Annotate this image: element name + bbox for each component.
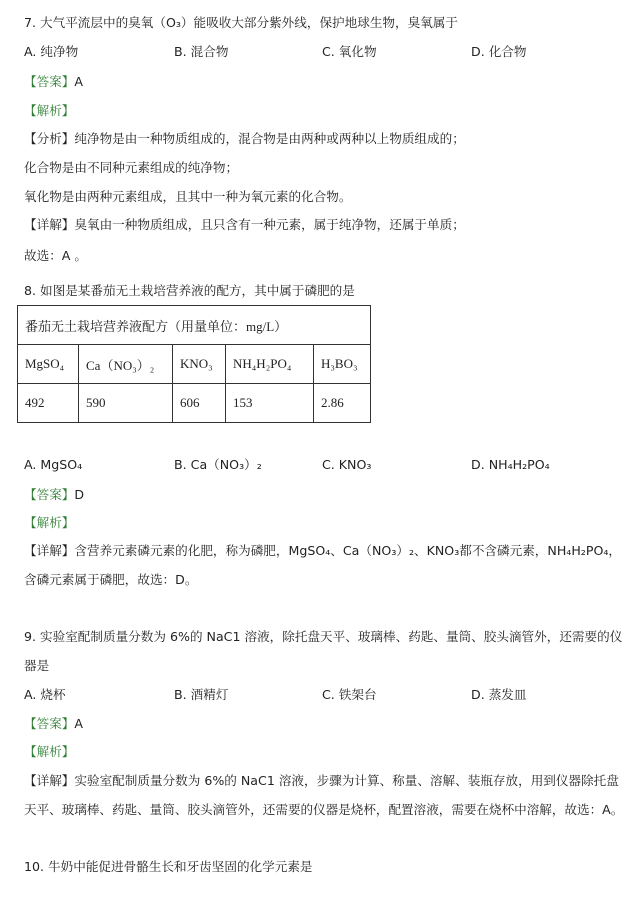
q9-answer <box>24 716 83 732</box>
xiangjie-text: 实验室配制质量分数为 6%的 NaC1 溶液，步骤为计算、称量、溶解、装瓶存放，用到仪器除托盘 <box>74 773 619 788</box>
table-cell: 606 <box>173 384 226 423</box>
answer-value: A <box>74 716 83 731</box>
q8-analysis-tag: 【解析】 <box>24 515 75 530</box>
answer-tag: 【答案】 <box>24 716 75 731</box>
table-cell: 153 <box>226 384 314 423</box>
q7-conclusion: 故选：A 。 <box>24 248 87 263</box>
fenxi-tag: 【分析】 <box>24 131 75 146</box>
q8-stem: 8. 如图是某番茄无土栽培营养液的配方，其中属于磷肥的是 <box>24 283 355 298</box>
q9-option-a[interactable]: A. 烧杯 <box>24 687 66 702</box>
q8-option-d[interactable]: D. NH₄H₂PO₄ <box>471 457 550 472</box>
table-cell: 492 <box>18 384 79 423</box>
xiangjie-tag: 【详解】 <box>24 773 75 788</box>
q8-options <box>24 457 624 473</box>
q9-option-d[interactable]: D. 蒸发皿 <box>471 687 527 702</box>
q9-options <box>24 687 624 703</box>
xiangjie-text: 臭氧由一种物质组成，且只含有一种元素，属于纯净物，还属于单质； <box>74 217 465 232</box>
q9-analysis-tag: 【解析】 <box>24 744 75 759</box>
q7-fenxi-line3: 氧化物是由两种元素组成，且其中一种为氧元素的化合物。 <box>24 189 352 204</box>
table-header-cell: Ca（NO₃）₂ <box>79 345 173 384</box>
q7-options <box>24 44 624 60</box>
answer-tag: 【答案】 <box>24 487 75 502</box>
q7-answer <box>24 74 83 90</box>
q7-option-c[interactable]: C. 氧化物 <box>322 44 377 59</box>
table-header-cell: KNO₃ <box>173 345 226 384</box>
table-header-cell: MgSO₄ <box>18 345 79 384</box>
q7-fenxi-line2: 化合物是由不同种元素组成的纯净物； <box>24 160 239 175</box>
q8-xiangjie <box>24 543 621 559</box>
q9-stem-line2: 器是 <box>24 658 50 673</box>
q8-recipe-table <box>17 305 371 423</box>
q7-option-a[interactable]: A. 纯净物 <box>24 44 79 59</box>
q7-option-d[interactable]: D. 化合物 <box>471 44 527 59</box>
q7-stem: 7. 大气平流层中的臭氧（O₃）能吸收大部分紫外线，保护地球生物，臭氧属于 <box>24 15 458 30</box>
table-cell: 590 <box>79 384 173 423</box>
answer-value: D <box>74 487 85 502</box>
xiangjie-tag: 【详解】 <box>24 217 75 232</box>
q9-option-c[interactable]: C. 铁架台 <box>322 687 377 702</box>
q8-xiangjie-line2: 含磷元素属于磷肥，故选：D。 <box>24 572 198 587</box>
xiangjie-tag: 【详解】 <box>24 543 75 558</box>
q9-option-b[interactable]: B. 酒精灯 <box>174 687 229 702</box>
q8-option-b[interactable]: B. Ca（NO₃）₂ <box>174 457 262 472</box>
q8-option-c[interactable]: C. KNO₃ <box>322 457 372 472</box>
q7-xiangjie <box>24 217 465 233</box>
answer-value: A <box>74 74 83 89</box>
table-caption: 番茄无土栽培营养液配方（用量单位：mg/L） <box>18 306 371 345</box>
q8-answer <box>24 487 84 503</box>
q7-analysis-tag: 【解析】 <box>24 103 75 118</box>
fenxi-text: 纯净物是由一种物质组成的，混合物是由两种或两种以上物质组成的； <box>74 131 465 146</box>
answer-tag: 【答案】 <box>24 74 75 89</box>
table-cell: 2.86 <box>314 384 371 423</box>
xiangjie-text: 含营养元素磷元素的化肥，称为磷肥，MgSO₄、Ca（NO₃）₂、KNO₃都不含磷元素，NH₄H₂PO₄， <box>74 543 622 558</box>
q9-xiangjie <box>24 773 619 789</box>
q9-stem: 9. 实验室配制质量分数为 6%的 NaC1 溶液，除托盘天平、玻璃棒、药匙、量筒、胶头滴管外，还需要的仪 <box>24 629 623 644</box>
table-header-cell: H₃BO₃ <box>314 345 371 384</box>
q7-option-b[interactable]: B. 混合物 <box>174 44 229 59</box>
table-header-cell: NH₄H₂PO₄ <box>226 345 314 384</box>
q7-fenxi <box>24 131 465 147</box>
q10-stem: 10. 牛奶中能促进骨骼生长和牙齿坚固的化学元素是 <box>24 859 313 874</box>
q8-option-a[interactable]: A. MgSO₄ <box>24 457 83 472</box>
q9-xiangjie-line2: 天平、玻璃棒、药匙、量筒、胶头滴管外，还需要的仪器是烧杯，配置溶液，需要在烧杯中溶解，故选：A。 <box>24 802 624 817</box>
